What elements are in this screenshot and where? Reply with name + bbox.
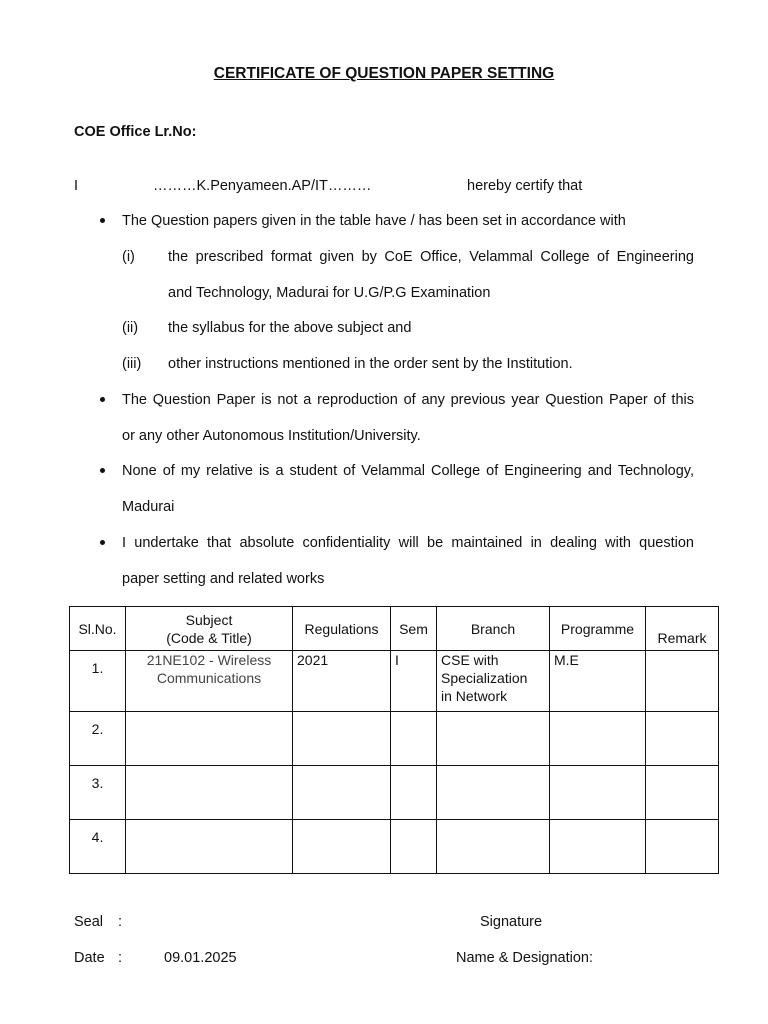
bullet-dot [100, 540, 105, 545]
cell-remark [646, 651, 719, 712]
cell-sem [391, 766, 437, 820]
sub-item-number: (ii) [122, 320, 139, 336]
cell-sem [391, 712, 437, 766]
cell-slno: 1. [70, 651, 126, 712]
bullet-4-line-2: paper setting and related works [122, 571, 325, 587]
cell-subject [126, 766, 293, 820]
cell-remark [646, 766, 719, 820]
sub-item-3-text: other instructions mentioned in the order sent by the Institution. [168, 356, 573, 372]
sub-item-2-text: the syllabus for the above subject and [168, 320, 412, 336]
cell-subject [126, 820, 293, 874]
certify-tail: hereby certify that [467, 178, 583, 194]
cell-branch-line-1: CSE with [441, 652, 499, 668]
header-branch: Branch [437, 607, 550, 651]
cell-branch-line-3: in Network [441, 688, 508, 704]
document-title: CERTIFICATE OF QUESTION PAPER SETTING [213, 65, 555, 82]
date-colon: : [118, 950, 123, 966]
bullet-3-line-1: None of my relative is a student of Velammal College of Engineering and Technology, [122, 463, 694, 479]
cell-remark [646, 820, 719, 874]
coe-office-ref: COE Office Lr.No: [74, 124, 197, 140]
table-row [70, 712, 719, 766]
cell-programme [550, 820, 646, 874]
cell-regulations [293, 820, 391, 874]
date-label: Date [74, 950, 105, 966]
bullet-2-line-2: or any other Autonomous Institution/University. [122, 428, 421, 444]
bullet-1-text: The Question papers given in the table have / has been set in accordance with [122, 213, 626, 229]
table-row [70, 766, 719, 820]
cell-regulations [293, 712, 391, 766]
cell-slno: 2. [70, 712, 126, 766]
cell-branch [437, 651, 550, 712]
date-value: 09.01.2025 [164, 950, 237, 966]
bullet-3-line-2: Madurai [122, 499, 175, 515]
cell-branch-line-2: Specialization [441, 670, 528, 686]
certifier-name: ………K.Penyameen.AP/IT……… [153, 178, 372, 194]
header-sem: Sem [391, 607, 437, 651]
table-row [70, 820, 719, 874]
header-subject-line-1: Subject [185, 611, 233, 628]
cell-slno: 4. [70, 820, 126, 874]
header-subject [126, 607, 293, 651]
cell-subject-line-1: 21NE102 - Wireless [146, 652, 272, 668]
sub-item-number: (i) [122, 249, 135, 265]
cell-sem: I [391, 651, 437, 712]
header-programme: Programme [550, 607, 646, 651]
bullet-dot [100, 468, 105, 473]
cell-regulations: 2021 [293, 651, 391, 712]
seal-label: Seal [74, 914, 104, 930]
cell-subject [126, 712, 293, 766]
bullet-dot [100, 397, 105, 402]
table-row [70, 651, 719, 712]
header-remark: Remark [646, 607, 719, 651]
cell-subject [126, 651, 293, 712]
cell-subject-line-2: Communications [156, 670, 262, 686]
cell-branch [437, 712, 550, 766]
cell-branch [437, 766, 550, 820]
header-subject-line-2: (Code & Title) [166, 629, 252, 646]
bullet-4-line-1: I undertake that absolute confidentiality will be maintained in dealing with question [122, 535, 694, 551]
cell-remark [646, 712, 719, 766]
question-paper-table [69, 606, 719, 874]
bullet-2-line-1: The Question Paper is not a reproduction of any previous year Question Paper of this [122, 392, 694, 408]
cell-sem [391, 820, 437, 874]
cell-programme [550, 712, 646, 766]
table-header-row [70, 607, 719, 651]
cell-slno: 3. [70, 766, 126, 820]
cell-programme: M.E [550, 651, 646, 712]
header-slno: Sl.No. [70, 607, 126, 651]
bullet-dot [100, 218, 105, 223]
certify-i: I [74, 178, 79, 194]
sub-item-1-line-2: and Technology, Madurai for U.G/P.G Examination [168, 285, 491, 301]
name-designation-label: Name & Designation: [456, 950, 594, 966]
signature-label: Signature [480, 914, 543, 930]
cell-branch [437, 820, 550, 874]
sub-item-1-line-1: the prescribed format given by CoE Office, Velammal College of Engineering [168, 249, 694, 265]
header-regulations: Regulations [293, 607, 391, 651]
cell-programme [550, 766, 646, 820]
seal-colon: : [118, 914, 123, 930]
cell-regulations [293, 766, 391, 820]
sub-item-number: (iii) [122, 356, 142, 372]
